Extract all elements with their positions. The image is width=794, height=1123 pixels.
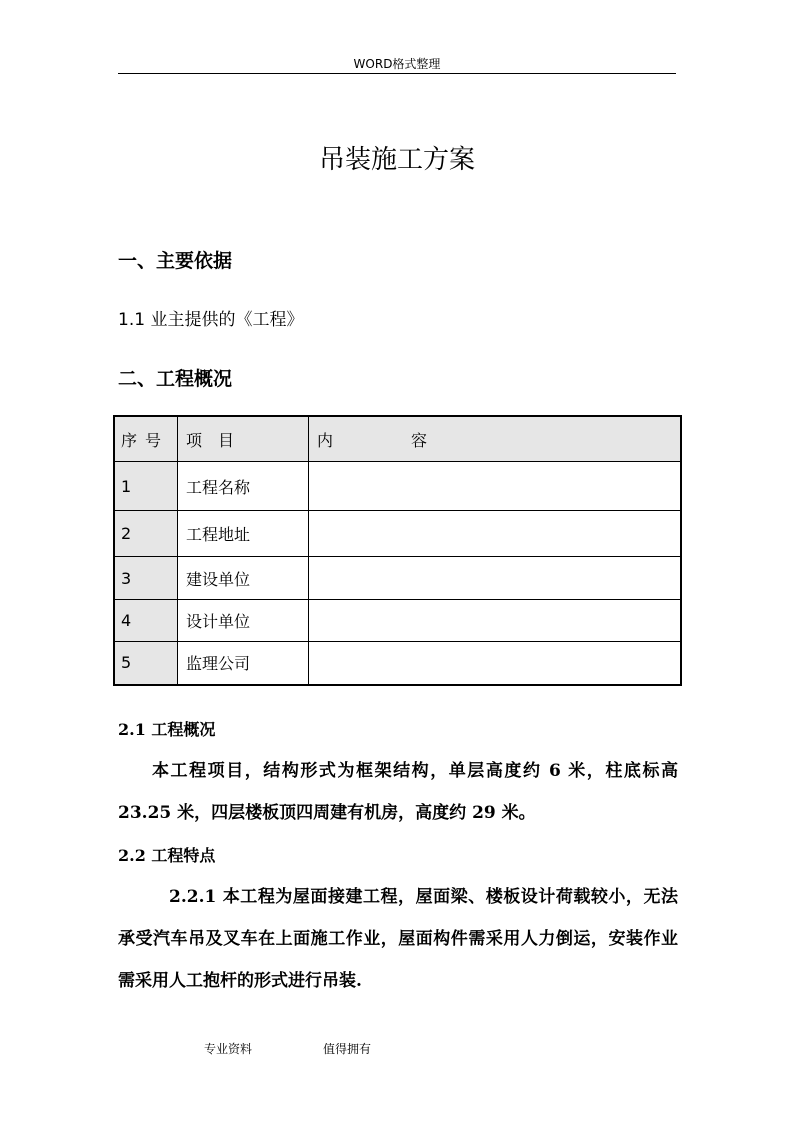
row-item: 工程名称 xyxy=(178,462,309,511)
row-no: 2 xyxy=(114,511,178,557)
table-row xyxy=(114,600,681,642)
row-content xyxy=(309,642,682,685)
subsection-2-2-text: 2.2.1 本工程为屋面接建工程，屋面梁、楼板设计荷载较小，无法承受汽车吊及叉车在上面施工作业，屋面构件需采用人力倒运，安装作业需采用人工抱杆的形式进行吊装. xyxy=(118,887,678,991)
header-seq: 序号 xyxy=(114,416,178,462)
section-1-heading: 一、主要依据 xyxy=(118,250,233,272)
document-title: 吊装施工方案 xyxy=(318,145,475,175)
row-content xyxy=(309,511,682,557)
subsection-2-1-title: 2.1 工程概况 xyxy=(118,720,216,739)
header-content-right: 容 xyxy=(411,430,428,450)
row-item: 设计单位 xyxy=(178,600,309,642)
row-content xyxy=(309,600,682,642)
header-content xyxy=(309,416,682,462)
table-row xyxy=(114,511,681,557)
row-no: 1 xyxy=(114,462,178,511)
row-item: 工程地址 xyxy=(178,511,309,557)
row-content xyxy=(309,557,682,600)
header-item: 项 目 xyxy=(178,416,309,462)
footer-left: 专业资料 xyxy=(204,1042,253,1056)
row-no: 5 xyxy=(114,642,178,685)
footer-right: 值得拥有 xyxy=(323,1042,372,1056)
row-item: 监理公司 xyxy=(178,642,309,685)
table-row xyxy=(114,557,681,600)
header-divider xyxy=(118,73,676,74)
table-row xyxy=(114,642,681,685)
section-1-item: 1.1 业主提供的《工程》 xyxy=(118,310,304,330)
subsection-2-2-title: 2.2 工程特点 xyxy=(118,846,216,865)
table-header-row xyxy=(114,416,681,462)
table-row xyxy=(114,462,681,511)
row-no: 4 xyxy=(114,600,178,642)
section-2-heading: 二、工程概况 xyxy=(118,368,233,390)
row-content xyxy=(309,462,682,511)
page-header: WORD格式整理 xyxy=(353,57,441,71)
row-no: 3 xyxy=(114,557,178,600)
project-overview-table xyxy=(113,415,682,686)
subsection-2-1-text: 本工程项目，结构形式为框架结构，单层高度约 6 米，柱底标高 23.25 米，四层楼板顶四周建有机房，高度约 29 米。 xyxy=(118,761,678,823)
header-content-left: 内 xyxy=(317,430,334,450)
row-item: 建设单位 xyxy=(178,557,309,600)
